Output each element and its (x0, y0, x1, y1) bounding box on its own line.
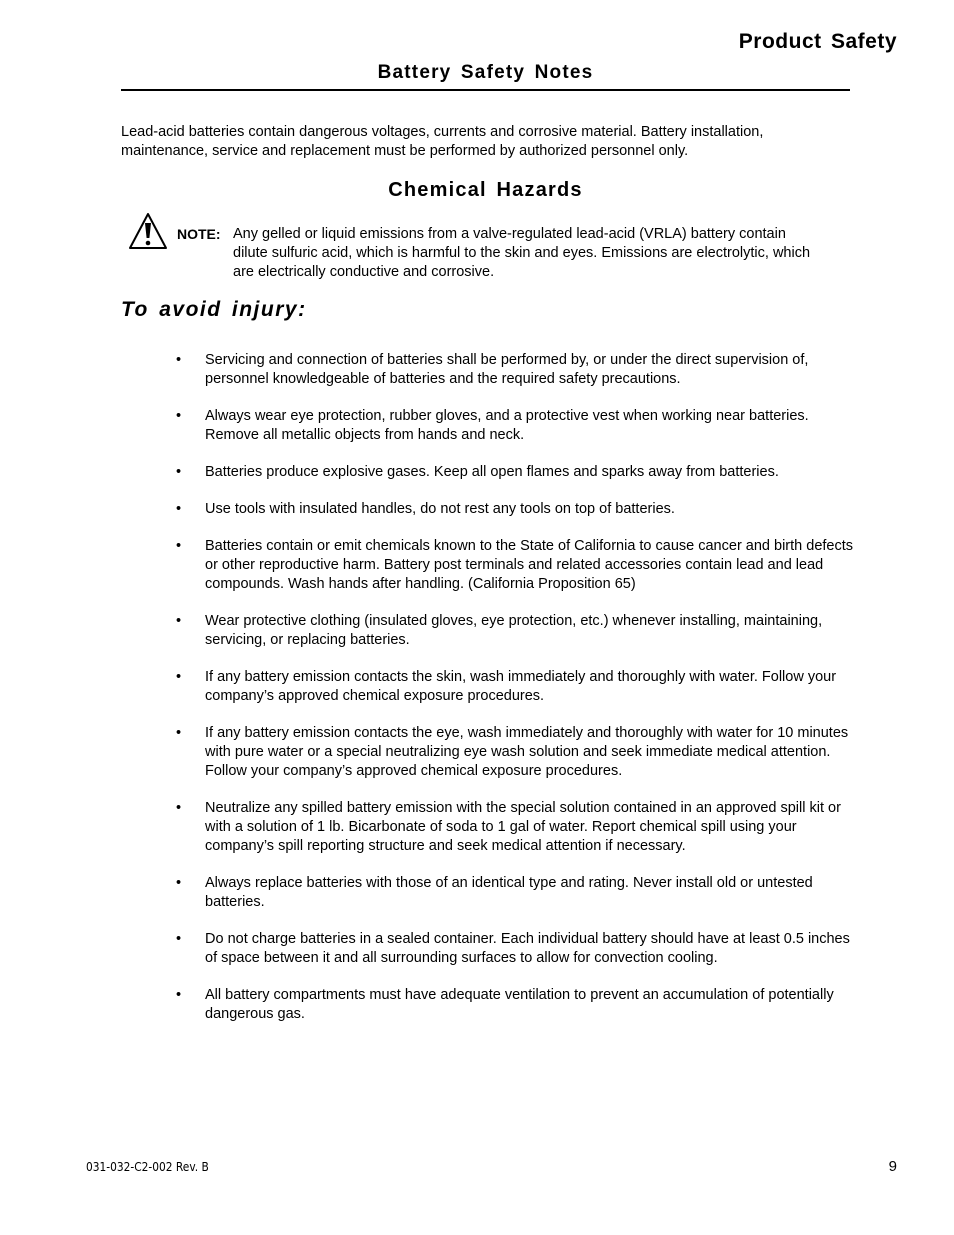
document-number: 031-032-C2-002 Rev. B (86, 1159, 209, 1174)
list-item-text: Wear protective clothing (insulated gloves, eye protection, etc.) whenever installing, maintaining, servicing, or replacing batteries. (205, 613, 823, 648)
list-item (176, 724, 856, 781)
list-item-text: Neutralize any spilled battery emission with the special solution contained in an approved spill kit or with a solution of 1 lb. Bicarbonate of soda to 1 gal of water. Report chemical spill using your company’s spill reporting structure and seek medical attention if necessary. (205, 800, 841, 854)
list-item-text: Servicing and connection of batteries shall be performed by, or under the direct supervision of, personnel knowledgeable of batteries and the required safety precautions. (205, 352, 809, 387)
list-item (176, 537, 856, 594)
bullet-icon: • (176, 501, 182, 517)
bullet-icon: • (176, 725, 182, 741)
note-label: NOTE: (177, 226, 221, 242)
bullet-icon: • (176, 352, 182, 368)
page-number: 9 (888, 1158, 897, 1175)
section-title: Product Safety (738, 30, 897, 53)
bullet-icon: • (176, 800, 182, 816)
bullet-icon: • (176, 669, 182, 685)
list-item (176, 351, 856, 389)
list-item (176, 986, 856, 1024)
list-item-text: Batteries contain or emit chemicals known to the State of California to cause cancer and birth defects or other reproductive harm. Battery post terminals and related accessories contain lead and lead compounds. Wash hands after handling. (California Proposition 65) (205, 538, 854, 592)
list-item (176, 799, 856, 856)
list-item-text: If any battery emission contacts the eye, wash immediately and thoroughly with water for 10 minutes with pure water or a special neutralizing eye wash solution and seek immediate medical attention. Follow your company’s approved chemical exposure procedures. (205, 725, 849, 779)
safety-bullet-list (176, 351, 856, 1042)
list-item-text: Always wear eye protection, rubber gloves, and a protective vest when working near batteries. Remove all metallic objects from hands and neck. (205, 408, 809, 443)
list-item-text: All battery compartments must have adequate ventilation to prevent an accumulation of potentially dangerous gas. (205, 987, 834, 1022)
list-item (176, 930, 856, 968)
list-item (176, 612, 856, 650)
heading-rule (121, 89, 850, 91)
bullet-icon: • (176, 613, 182, 629)
list-item (176, 463, 856, 482)
note-text: Any gelled or liquid emissions from a valve-regulated lead-acid (VRLA) battery contain dilute sulfuric acid, which is harmful to the skin and eyes. Emissions are electrolytic, which are electrically conductive and corrosive. (233, 226, 811, 280)
list-item-text: Always replace batteries with those of an identical type and rating. Never install old or untested batteries. (205, 875, 813, 910)
bullet-icon: • (176, 538, 182, 554)
list-item (176, 500, 856, 519)
bullet-icon: • (176, 408, 182, 424)
list-item-text: Do not charge batteries in a sealed container. Each individual battery should have at least 0.5 inches of space between it and all surrounding surfaces to allow for convection cooling. (205, 931, 850, 966)
list-item-text: Use tools with insulated handles, do not rest any tools on top of batteries. (205, 501, 675, 517)
warning-icon (128, 211, 168, 251)
list-item (176, 668, 856, 706)
chemical-hazards-heading: Chemical Hazards (388, 179, 583, 201)
list-item (176, 407, 856, 445)
avoid-injury-heading: To avoid injury: (121, 298, 307, 321)
list-item-text: Batteries produce explosive gases. Keep all open flames and sparks away from batteries. (205, 464, 779, 480)
page-heading: Battery Safety Notes (377, 62, 594, 83)
bullet-icon: • (176, 931, 182, 947)
bullet-icon: • (176, 464, 182, 480)
bullet-icon: • (176, 987, 182, 1003)
bullet-icon: • (176, 875, 182, 891)
list-item (176, 874, 856, 912)
intro-paragraph: Lead-acid batteries contain dangerous voltages, currents and corrosive material. Battery installation, maintenance, service and replacement must be performed by authorized personnel only. (121, 124, 764, 159)
list-item-text: If any battery emission contacts the skin, wash immediately and thoroughly with water. Follow your company’s approved chemical exposure procedures. (205, 669, 837, 704)
